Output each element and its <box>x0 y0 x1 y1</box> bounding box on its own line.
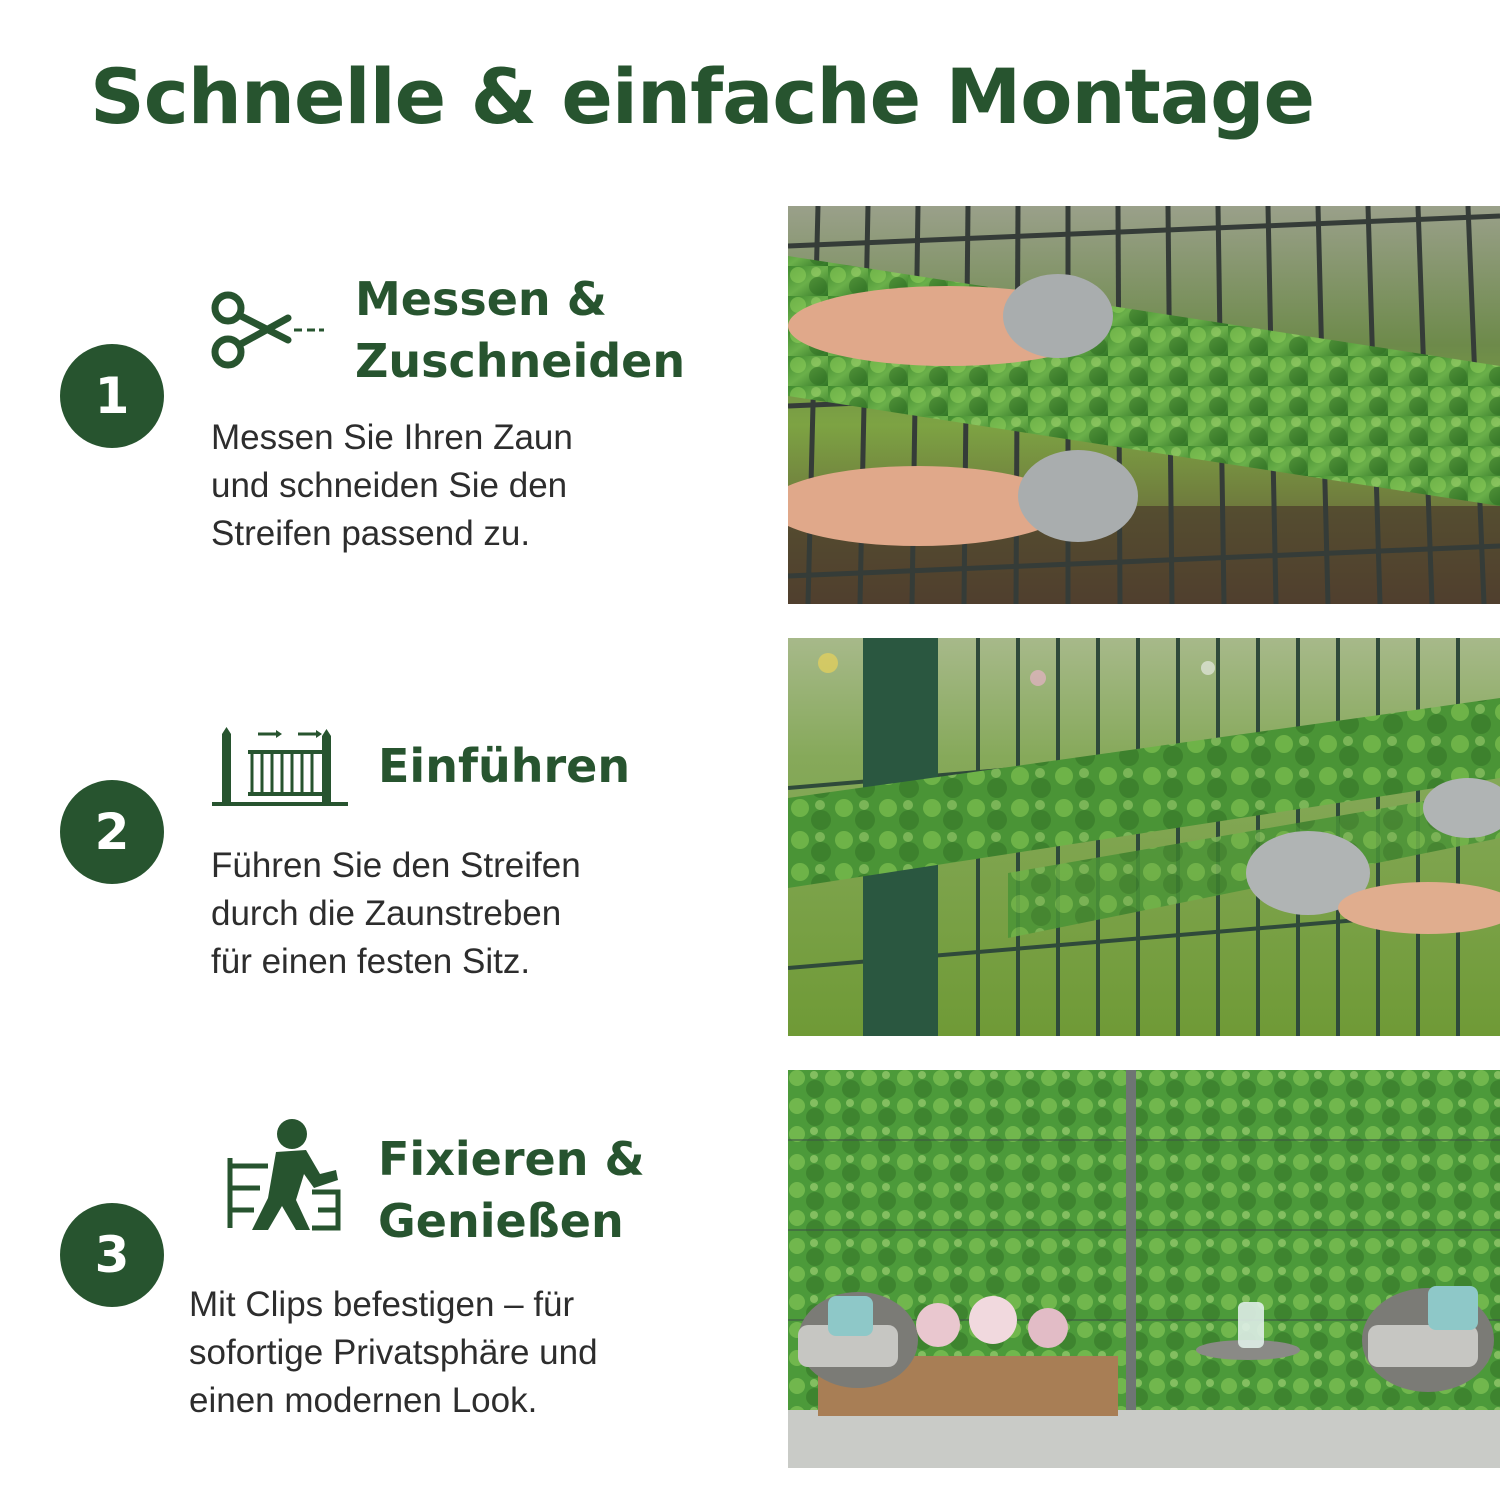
step-description-line: Führen Sie den Streifen <box>211 846 581 885</box>
step-number: 1 <box>94 367 130 425</box>
step-description-line: durch die Zaunstreben <box>211 894 562 933</box>
step-heading-line: Messen & <box>355 272 607 326</box>
step-description-line: Mit Clips befestigen – für <box>189 1285 575 1324</box>
step-heading <box>378 1128 645 1252</box>
step-number-badge <box>60 344 164 448</box>
step-heading <box>355 268 685 392</box>
step-number: 2 <box>94 803 130 861</box>
step-description <box>211 414 573 558</box>
step-description <box>189 1281 598 1425</box>
step-photo-measure <box>788 206 1500 604</box>
step-number-badge <box>60 1203 164 1307</box>
step-description-line: Messen Sie Ihren Zaun <box>211 418 573 457</box>
step-description-line: und schneiden Sie den <box>211 466 568 505</box>
scissors-icon <box>208 288 326 376</box>
step-heading-line: Genießen <box>378 1194 624 1248</box>
step-number: 3 <box>94 1226 130 1284</box>
fence-insert-icon <box>210 722 350 814</box>
step-heading <box>378 735 630 797</box>
step-photo-insert <box>788 638 1500 1036</box>
step-number-badge <box>60 780 164 884</box>
person-fence-icon <box>224 1118 346 1238</box>
page-title: Schnelle & einfache Montage <box>90 52 1315 141</box>
step-description-line: einen modernen Look. <box>189 1381 538 1420</box>
step-description-line: sofortige Privatsphäre und <box>189 1333 598 1372</box>
step-photo-finished <box>788 1070 1500 1468</box>
step-description <box>211 842 581 986</box>
step-description-line: Streifen passend zu. <box>211 514 531 553</box>
step-heading-line: Einführen <box>378 739 631 793</box>
step-description-line: für einen festen Sitz. <box>211 942 531 981</box>
step-heading-line: Zuschneiden <box>355 334 686 388</box>
step-heading-line: Fixieren & <box>378 1132 645 1186</box>
